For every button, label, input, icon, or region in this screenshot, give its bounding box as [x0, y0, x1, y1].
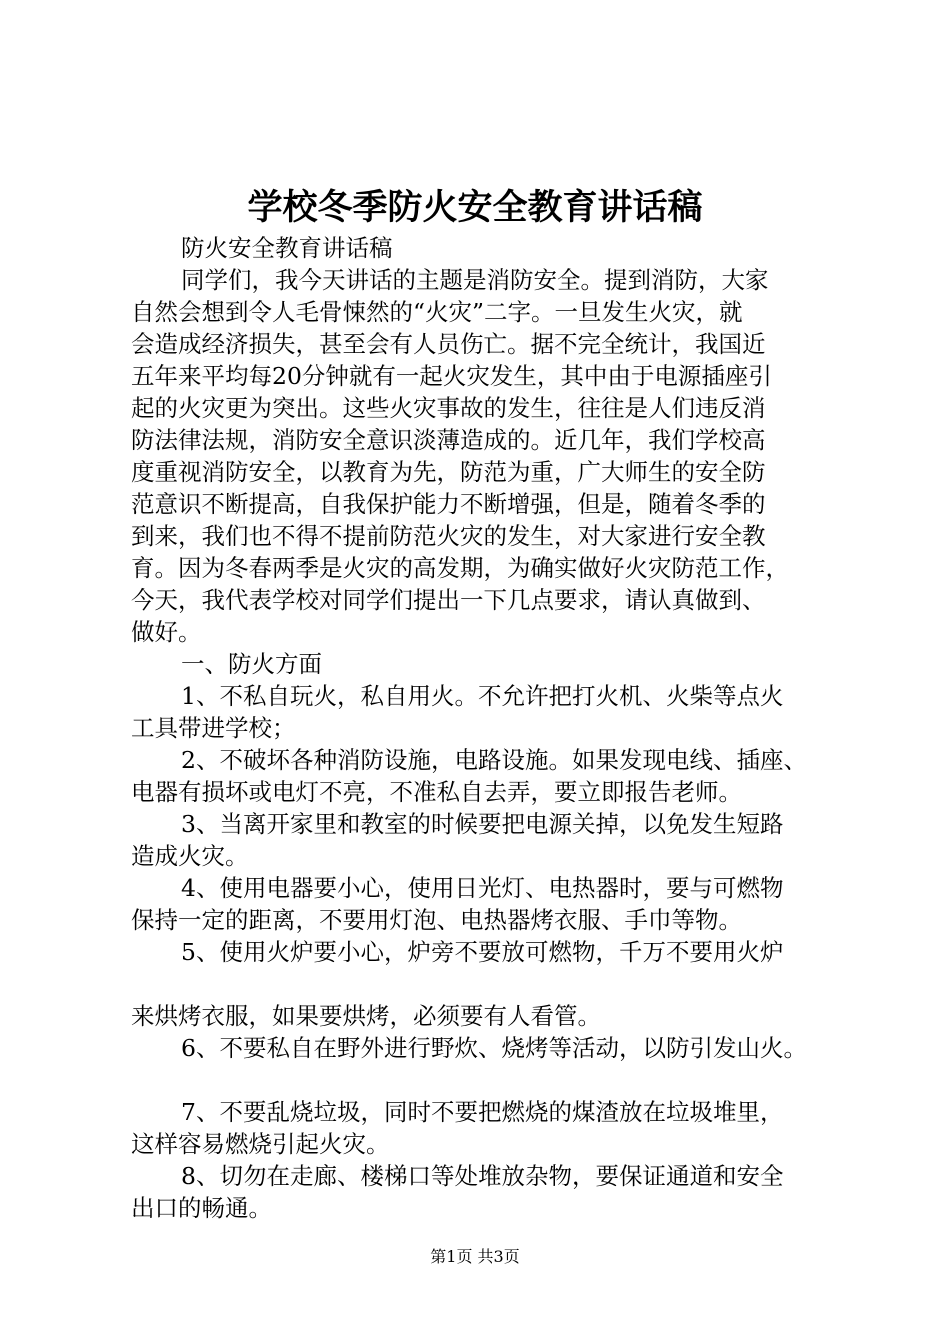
page-footer: 第1页 共3页	[430, 1247, 520, 1266]
subtitle-line: 防火安全教育讲话稿	[181, 234, 393, 262]
list-item-line: 2、不破坏各种消防设施，电路设施。如果发现电线、插座、	[181, 746, 807, 774]
blank-gap	[131, 968, 851, 1000]
list-item-line: 来烘烤衣服，如果要烘烤，必须要有人看管。	[131, 1002, 601, 1030]
list-item-line: 4、使用电器要小心，使用日光灯、电热器时，要与可燃物	[181, 874, 784, 902]
paragraph-line: 度重视消防安全，以教育为先，防范为重，广大师生的安全防	[131, 458, 766, 486]
paragraph-line: 五年来平均每20分钟就有一起火灾发生，其中由于电源插座引	[131, 362, 772, 390]
paragraph-line: 到来，我们也不得不提前防范火灾的发生，对大家进行安全教	[131, 522, 766, 550]
paragraph-line: 自然会想到令人毛骨悚然的“火灾”二字。一旦发生火灾，就	[131, 298, 743, 326]
paragraph-line: 今天，我代表学校对同学们提出一下几点要求，请认真做到、	[131, 586, 766, 614]
list-item-line: 1、不私自玩火，私自用火。不允许把打火机、火柴等点火	[181, 682, 784, 710]
list-item-line: 工具带进学校；	[131, 714, 296, 742]
list-item-line: 8、切勿在走廊、楼梯口等处堆放杂物，要保证通道和安全	[181, 1162, 784, 1190]
list-item-line: 出口的畅通。	[131, 1194, 272, 1222]
list-item-line: 5、使用火炉要小心，炉旁不要放可燃物，千万不要用火炉	[181, 938, 784, 966]
blank-gap	[131, 1064, 851, 1096]
section-heading: 一、防火方面	[181, 650, 322, 678]
paragraph-line: 范意识不断提高，自我保护能力不断增强，但是，随着冬季的	[131, 490, 766, 518]
document-title: 学校冬季防火安全教育讲话稿	[247, 187, 703, 228]
list-item-line: 3、当离开家里和教室的时候要把电源关掉，以免发生短路	[181, 810, 784, 838]
document-body	[131, 232, 851, 1224]
paragraph-line: 起的火灾更为突出。这些火灾事故的发生，往往是人们违反消	[131, 394, 766, 422]
list-item-line: 保持一定的距离，不要用灯泡、电热器烤衣服、手巾等物。	[131, 906, 742, 934]
paragraph-line: 同学们，我今天讲话的主题是消防安全。提到消防，大家	[181, 266, 769, 294]
list-item-line: 电器有损坏或电灯不亮，不准私自去弄，要立即报告老师。	[131, 778, 742, 806]
list-item-line: 造成火灾。	[131, 842, 249, 870]
paragraph-line: 会造成经济损失，甚至会有人员伤亡。据不完全统计，我国近	[131, 330, 766, 358]
list-item-line: 6、不要私自在野外进行野炊、烧烤等活动，以防引发山火。	[181, 1034, 807, 1062]
list-item-line: 7、不要乱烧垃圾，同时不要把燃烧的煤渣放在垃圾堆里，	[181, 1098, 784, 1126]
paragraph-line: 防法律法规，消防安全意识淡薄造成的。近几年，我们学校高	[131, 426, 766, 454]
paragraph-line: 做好。	[131, 618, 202, 646]
list-item-line: 这样容易燃烧引起火灾。	[131, 1130, 390, 1158]
paragraph-line: 育。因为冬春两季是火灾的高发期，为确实做好火灾防范工作，	[131, 554, 789, 582]
